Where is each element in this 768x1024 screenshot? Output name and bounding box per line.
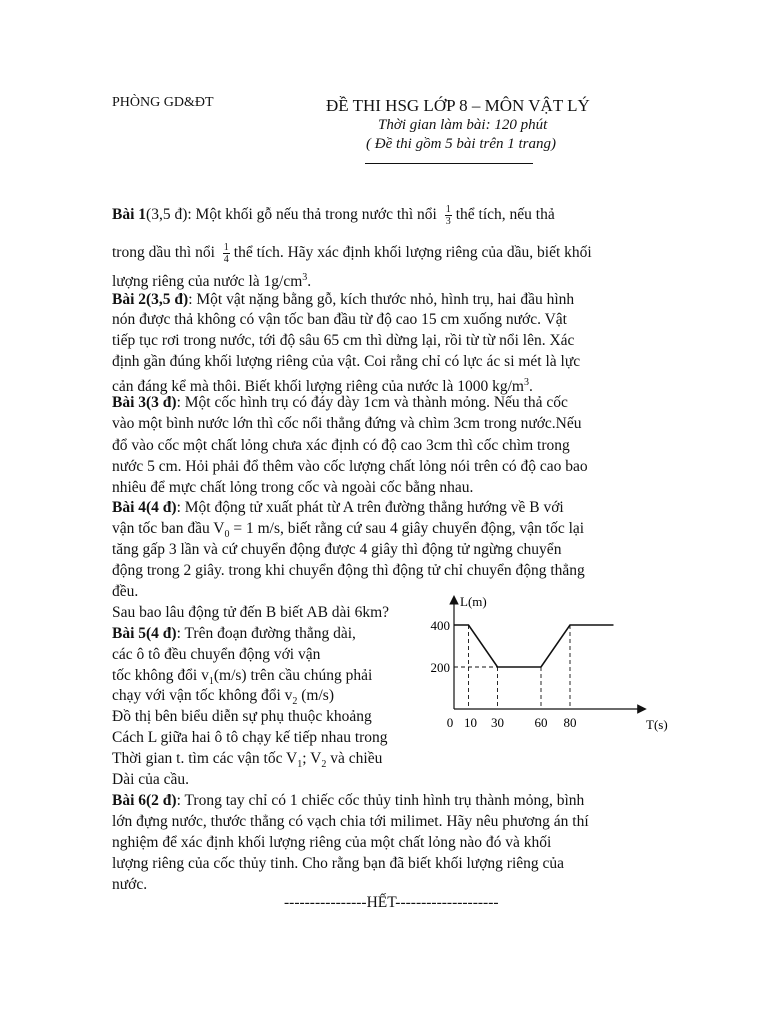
exam-time: Thời gian làm bài: 120 phút — [378, 117, 548, 133]
exam-title: ĐỀ THI HSG LỚP 8 – MÔN VẬT LÝ — [326, 96, 590, 115]
bai4-line3: tăng gấp 3 lần và cứ chuyển động được 4 giây thì động tử ngừng chuyển — [112, 541, 562, 558]
bai1-line2: trong dầu thì nổi $\frac{1}{4}$ thể tích. Hãy xác định khối lượng riêng của dầu, biết khối — [112, 242, 592, 265]
y-axis-label: L(m) — [460, 593, 487, 609]
x-tick-label-60: 60 — [534, 715, 548, 730]
header-divider — [365, 163, 533, 164]
bai5-line5: Đồ thị bên biểu diễn sự phụ thuộc khoảng — [112, 708, 372, 725]
x-tick-label-30: 30 — [491, 715, 504, 730]
bai6-line4: lượng riêng của cốc thủy tinh. Cho rằng bạn đã biết khối lượng riêng của — [112, 855, 565, 872]
bai6-line3: nghiệm để xác định khối lượng riêng của một chất lỏng nào đó và khối — [112, 834, 552, 851]
bai2-line3: tiếp tục rơi trong nước, tới độ sâu 65 cm thì dừng lại, rồi từ từ nổi lên. Xác — [112, 332, 575, 349]
y-tick-label-400: 400 — [430, 618, 450, 633]
x-tick-label-80: 80 — [563, 715, 577, 730]
office-name: PHÒNG GD&ĐT — [112, 95, 214, 110]
end-marker: ----------------HẾT-------------------- — [284, 894, 499, 911]
bai5-line8: Dài của cầu. — [112, 771, 190, 788]
x-tick-label-0: 0 — [446, 715, 454, 730]
bai5-label: Bài 5(4 đ) — [112, 625, 177, 642]
bai6-label: Bài 6(2 đ) — [112, 792, 177, 809]
series-line — [454, 625, 614, 667]
bai4-line6: Sau bao lâu động tử đến B biết AB dài 6km? — [112, 604, 390, 621]
exam-note: ( Đề thi gồm 5 bài trên 1 trang) — [366, 136, 556, 152]
x-axis-label: T(s) — [646, 717, 668, 732]
bai3-line4: nước 5 cm. Hỏi phải đổ thêm vào cốc lượng chất lỏng nói trên có độ cao bao — [112, 458, 588, 475]
bai4-line4: động trong 2 giây. trong khi chuyển động thì động tử chỉ chuyển động thẳng — [112, 562, 585, 579]
bai6-line5: nước. — [112, 876, 148, 893]
bai6-line2: lớn đựng nước, thước thẳng có vạch chia tới milimet. Hãy nêu phương án thí — [112, 813, 589, 830]
bai1-line1: Bài 1(3,5 đ): Một khối gỗ nếu thả trong nước thì nổi $\frac{1}{3}$ thể tích, nếu thả — [112, 204, 555, 227]
bai1-line3: lượng riêng của nước là $1g/cm^3$. — [112, 272, 312, 291]
bai5-line6: Cách L giữa hai ô tô chạy kế tiếp nhau trong — [112, 729, 388, 746]
bai5-line3: tốc không đổi $v_1(m/s)$ trên cầu chúng phải — [112, 667, 373, 688]
x-tick-label-10: 10 — [464, 715, 477, 730]
fraction-one-fourth: $\frac{1}{4}$ — [223, 242, 229, 265]
bai4-line1: Bài 4(4 đ): Một động tử xuất phát từ A trên đường thẳng hướng về B với — [112, 499, 564, 516]
bai5-line4: chạy với vận tốc không đổi $v_2$ (m/s) — [112, 687, 334, 708]
fraction-one-third: $\frac{1}{3}$ — [445, 204, 451, 227]
bai3-line1: Bài 3(3 đ): Một cốc hình trụ có đáy dày 1cm và thành mỏng. Nếu thả cốc — [112, 394, 568, 411]
bai2-line5: cản đáng kể mà thôi. Biết khối lượng riêng của nước là 1000 $kg/m^3$. — [112, 377, 533, 396]
bai4-label: Bài 4(4 đ) — [112, 499, 177, 516]
bai2-line4: định gần đúng khối lượng riêng của vật. Coi rằng chỉ có lực ác si mét là lực — [112, 353, 581, 370]
bai4-line5: đều. — [112, 583, 139, 600]
bai5-line2: các ô tô đều chuyển động với vận — [112, 646, 321, 663]
bai3-label: Bài 3(3 đ) — [112, 394, 177, 411]
bai2-line1: Bài 2(3,5 đ): Một vật nặng bằng gỗ, kích thước nhỏ, hình trụ, hai đầu hình — [112, 291, 575, 308]
bai6-line1: Bài 6(2 đ): Trong tay chỉ có 1 chiếc cốc thủy tinh hình trụ thành mỏng, bình — [112, 792, 585, 809]
bai3-line3: đổ vào cốc một chất lỏng chưa xác định có độ cao 3cm thì cốc chìm trong — [112, 437, 570, 454]
bai4-line2: vận tốc ban đầu $V_0 = 1$ m/s, biết rằng cứ sau 4 giây chuyển động, vận tốc lại — [112, 520, 585, 541]
y-tick-label-200: 200 — [430, 660, 450, 675]
bai3-line5: nhiêu để mực chất lỏng trong cốc và ngoài cốc bằng nhau. — [112, 479, 474, 496]
distance-time-chart — [410, 593, 668, 740]
bai3-line2: vào một bình nước lớn thì cốc nổi thẳng đứng và chìm 3cm trong nước.Nếu — [112, 415, 582, 432]
bai1-label: Bài 1 — [112, 206, 147, 224]
bai5-line7: Thời gian t. tìm các vận tốc $V_1$; $V_2$ và chiều — [112, 750, 383, 771]
bai2-label: Bài 2(3,5 đ) — [112, 291, 189, 308]
bai2-line2: nón được thả không có vận tốc ban đầu từ độ cao 15 cm xuống nước. Vật — [112, 311, 567, 328]
bai5-line1: Bài 5(4 đ): Trên đoạn đường thẳng dài, — [112, 625, 356, 642]
